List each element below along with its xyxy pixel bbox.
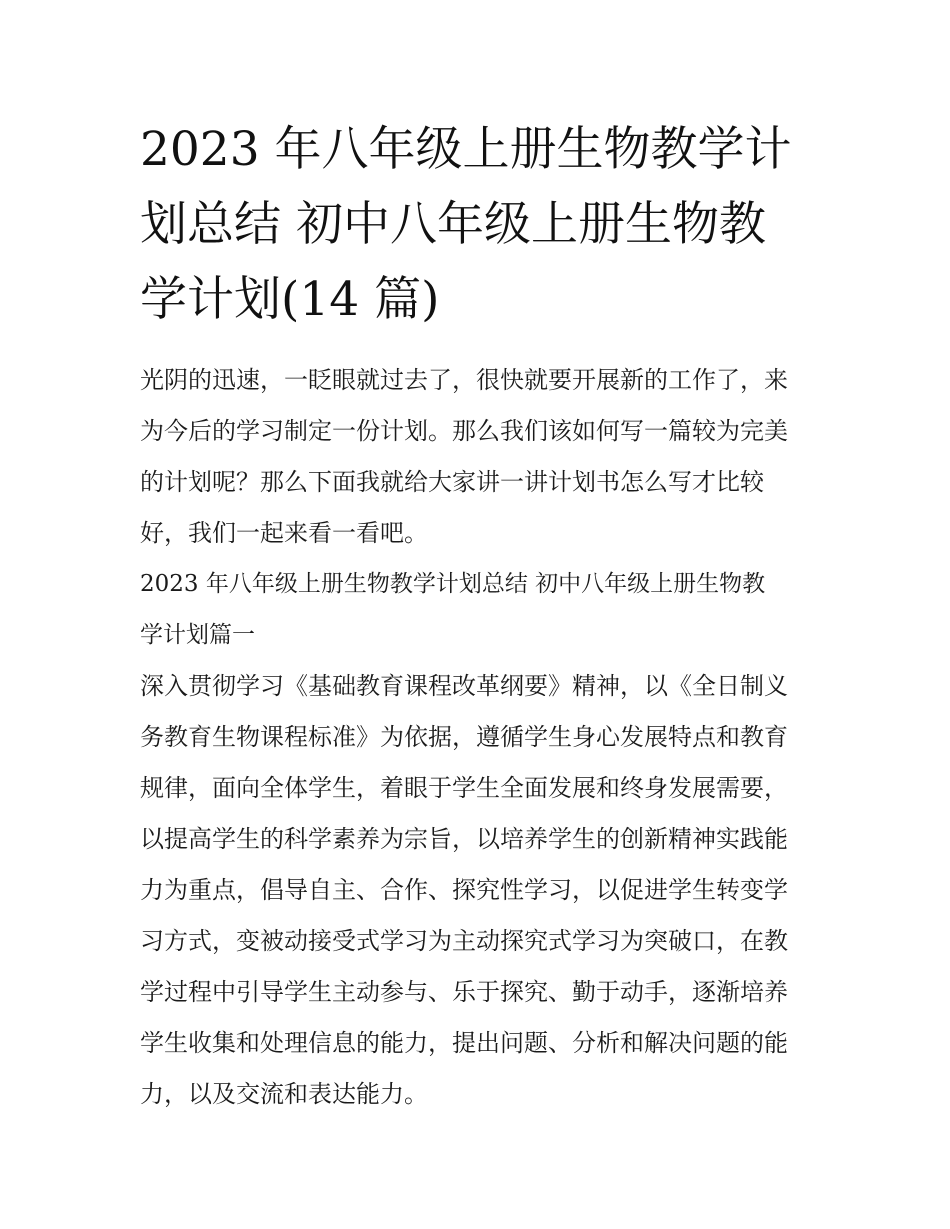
document-page bbox=[140, 112, 820, 1120]
title-line: 学计划(14 篇) bbox=[140, 272, 440, 327]
body-line: 规律，面向全体学生，着眼于学生全面发展和终身发展需要， bbox=[140, 774, 788, 802]
section-heading bbox=[140, 559, 820, 661]
body-line: 习方式，变被动接受式学习为主动探究式学习为突破口，在教 bbox=[140, 927, 788, 955]
title-line: 划总结 初中八年级上册生物教 bbox=[140, 197, 766, 252]
intro-line: 为今后的学习制定一份计划。那么我们该如何写一篇较为完美 bbox=[140, 417, 788, 445]
body-line: 力，以及交流和表达能力。 bbox=[140, 1080, 428, 1108]
body-paragraph bbox=[140, 661, 820, 1120]
section-heading-line: 2023 年八年级上册生物教学计划总结 初中八年级上册生物教 bbox=[140, 571, 766, 597]
body-line: 以提高学生的科学素养为宗旨，以培养学生的创新精神实践能 bbox=[140, 825, 788, 853]
intro-line: 好，我们一起来看一看吧。 bbox=[140, 519, 428, 547]
body-line: 务教育生物课程标准》为依据，遵循学生身心发展特点和教育 bbox=[140, 723, 788, 751]
body-line: 力为重点，倡导自主、合作、探究性学习，以促进学生转变学 bbox=[140, 876, 788, 904]
document-title bbox=[140, 112, 820, 337]
intro-line: 的计划呢？那么下面我就给大家讲一讲计划书怎么写才比较 bbox=[140, 468, 764, 496]
section-heading-line: 学计划篇一 bbox=[140, 622, 255, 648]
intro-line: 光阴的迅速，一眨眼就过去了，很快就要开展新的工作了，来 bbox=[140, 366, 788, 394]
body-line: 学生收集和处理信息的能力，提出问题、分析和解决问题的能 bbox=[140, 1029, 788, 1057]
body-line: 深入贯彻学习《基础教育课程改革纲要》精神，以《全日制义 bbox=[140, 672, 788, 700]
body-line: 学过程中引导学生主动参与、乐于探究、勤于动手，逐渐培养 bbox=[140, 978, 788, 1006]
title-line: 2023 年八年级上册生物教学计 bbox=[140, 122, 792, 177]
intro-paragraph bbox=[140, 355, 820, 559]
